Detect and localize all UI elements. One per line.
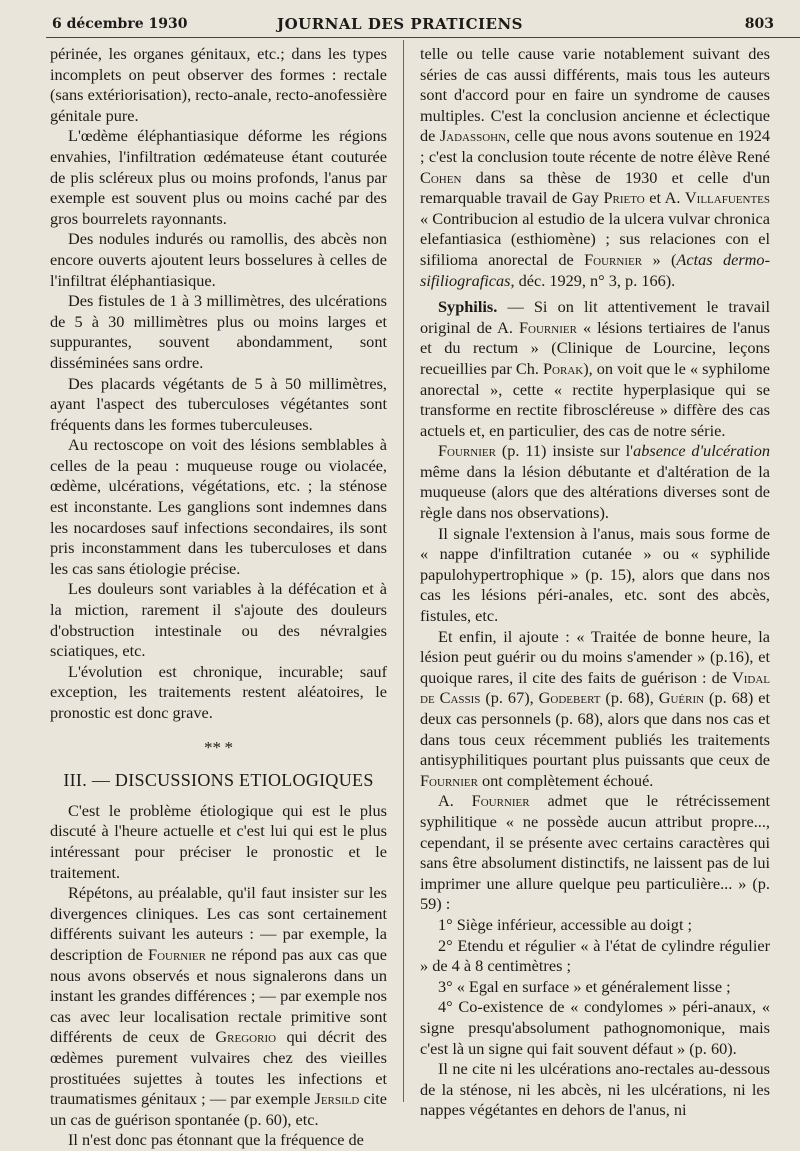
- run-in-heading: Syphilis.: [438, 297, 498, 317]
- text-run: admet que le rétrécissement syphilitique « ne possède aucun attribut propre..., cependant, il se présente avec certains caractères qui sans être absolument distinctifs, ne laissent pas de lui imprimer une allure quelque peu particulière... » (p. 59) :: [420, 791, 771, 914]
- paragraph: L'évolution est chronique, incurable; sauf exception, les traitements restent aléatoires, le pronostic est donc grave.: [50, 661, 387, 722]
- header-rule: [46, 37, 800, 38]
- author-name: Fournier: [148, 944, 206, 964]
- paragraph: Les douleurs sont variables à la défécation et à la miction, rarement il s'ajoute des douleurs d'obstruction intestinale ou des névralgies sciatiques, etc.: [50, 579, 387, 661]
- author-name: Guérin: [658, 688, 705, 708]
- paragraph: [50, 883, 387, 1130]
- paragraph: [420, 441, 770, 523]
- text-run: (p. 68),: [600, 688, 659, 708]
- paragraph: [420, 297, 770, 441]
- author-name: Godebert: [538, 688, 601, 708]
- journal-citation: Actas dermo-sifiliograficas: [420, 249, 770, 290]
- author-name: Fournier: [420, 770, 478, 790]
- author-name: Gregorio: [215, 1027, 277, 1047]
- paragraph: Des nodules indurés ou ramollis, des abcès non encore ouverts ajoutent leurs bosselures à celles de l'infiltrat éléphantiasique.: [50, 229, 387, 290]
- paragraph: [420, 627, 770, 792]
- paragraph: Il n'est donc pas étonnant que la fréquence de: [68, 1130, 364, 1150]
- text-run: ne répond pas aux cas que nous avons observés et nous signalerons dans un instant les grandes différences ; — par exemple nos cas avec leur localisation rectale primitive sont différents de ceux de: [50, 944, 387, 1047]
- author-name: Fournier: [471, 791, 530, 811]
- author-name: Prieto: [603, 188, 645, 208]
- section-heading: III. — DISCUSSIONS ETIOLOGIQUES: [63, 770, 374, 791]
- right-column: [420, 44, 770, 1121]
- author-name: Fournier: [518, 317, 577, 337]
- author-name: Porak: [542, 358, 584, 378]
- text-run: qui décrit des œdèmes purement vulvaires chez des vieilles prostituées sujettes à toutes les infections et traumatismes génitaux ; — par exemple: [50, 1027, 388, 1109]
- paragraph: Il ne cite ni les ulcérations ano-rectales au-dessous de la sténose, ni les abcès, ni les ulcérations, ni les nappes végétantes en dehors de l'anus, ni: [420, 1059, 770, 1120]
- author-name: Jersild: [314, 1089, 360, 1109]
- text-run: , celle que nous avons soutenue en 1924 ; c'est la conclusion toute récente de notre élève René: [420, 126, 771, 166]
- text-run: « lésions tertiaires de l'anus et du rectum » (Clinique de Lourcine, leçons recueillies par Ch.: [420, 317, 770, 378]
- list-item: 2° Etendu et régulier « à l'état de cylindre régulier » de 4 à 8 centimètres ;: [420, 935, 770, 976]
- list-item: 4° Co-existence de « condylomes » péri-anaux, « signe presqu'absolument pathognomonique, mais c'est là un signe qui fait souvent défaut » (p. 60).: [420, 997, 770, 1058]
- paragraph: périnée, les organes génitaux, etc.; dans les types incomplets on peut observer des formes : rectale (sans extériorisation), recto-anale, recto-anofessière génitale pure.: [50, 44, 387, 125]
- list-item: 1° Siège inférieur, accessible au doigt ;: [438, 914, 693, 934]
- page-header: [0, 0, 800, 40]
- journal-title: JOURNAL DES PRATICIENS: [277, 15, 523, 33]
- issue-date: 6 décembre 1930: [52, 16, 188, 32]
- text-run: ), on voit que le « syphilome anorectal », cette « rectite hyperplasique qui se transforme en rectite fibroscléreuse » diffère des cas actuels et, en particulier, des cas de notre série.: [420, 358, 770, 440]
- list-item: 3° « Egal en surface » et généralement lisse ;: [438, 976, 731, 996]
- text-run: (p. 68) et deux cas personnels (p. 68), alors que dans nos cas et dans tous ceux récemment publiés les traitements antisyphilitiques pourtant plus puissants que ceux de: [420, 688, 770, 770]
- paragraph: C'est le problème étiologique qui est le plus discuté à l'heure actuelle et c'est lui qui est le plus intéressant pour préciser le pronostic et le traitement.: [50, 800, 387, 882]
- emphasis: absence d'ulcération: [633, 441, 770, 461]
- text-run: telle ou telle cause varie notablement suivant des séries de cas aussi différents, mais tous les auteurs sont d'accord pour en faire un syndrome de causes multiples. C'est la conclusion ancienne et éclectique de: [420, 44, 770, 146]
- section-separator-stars: ** *: [204, 737, 233, 757]
- text-run: cite un cas de guérison spontanée (p. 60), etc.: [50, 1089, 387, 1129]
- text-run: ont complètement échoué.: [477, 770, 654, 790]
- page-number: 803: [744, 16, 774, 32]
- text-run: Répétons, au préalable, qu'il faut insister sur les divergences cliniques. Les cas sont certainement différents suivant les auteurs : — par exemple, la description de: [50, 883, 387, 964]
- author-name: Fournier: [584, 249, 643, 269]
- text-run: — Si on lit attentivement le travail original de A.: [420, 297, 770, 337]
- text-run: Et enfin, il ajoute : « Traitée de bonne heure, la lésion peut guérir ou du moins s'amender » (p.16), et quoique rares, il cite des faits de guérison : de: [420, 626, 770, 687]
- text-run: (p. 11) insiste sur l': [495, 441, 634, 461]
- paragraph: Des placards végétants de 5 à 50 millimètres, ayant l'aspect des tuberculoses végétantes sont fréquents dans les formes tuberculeuses.: [50, 373, 387, 434]
- paragraph: L'œdème éléphantiasique déforme les régions envahies, l'infiltration œdémateuse étant couturée de plis scléreux plus ou moins profonds, l'anus par exemple est souvent plus ou moins caché par des gros bourrelets rayonnants.: [50, 126, 387, 228]
- column-divider: [403, 40, 404, 1102]
- text-run: et A.: [644, 188, 685, 208]
- text-run: dans sa thèse de 1930 et celle d'un remarquable travail de Gay: [420, 167, 770, 208]
- text-run: « Contribucion al estudio de la ulcera vulvar chronica elefantiasica (esthiomène) ; sus relaciones con el sifilioma anorectal de: [420, 208, 770, 269]
- author-name: Cohen: [420, 167, 462, 187]
- left-column: [50, 44, 387, 1151]
- text-run: A.: [438, 791, 472, 811]
- author-name: Villafuentes: [684, 188, 771, 208]
- paragraph: [420, 44, 770, 291]
- paragraph: Au rectoscope on voit des lésions semblables à celles de la peau : muqueuse rouge ou violacée, œdème, ulcérations, végétations, etc. ; la sténose est inconstante. Les ganglions sont indemnes dans les nocardoses sauf infections secondaires, ils sont pris inconstamment dans les tuberculoses et dans les cas sans étiologie précise.: [50, 435, 387, 578]
- paragraph: [420, 791, 770, 915]
- author-name: Vidal de Cassis: [420, 667, 770, 708]
- author-name: Fournier: [438, 441, 496, 461]
- author-name: Jadassohn: [439, 126, 507, 146]
- text-run: » (: [642, 249, 677, 269]
- text-run: (p. 67),: [480, 688, 539, 708]
- text-run: même dans la lésion débutante et d'altération de la muqueuse (alors que des altérations diverses sont de règle dans nos observations).: [420, 461, 770, 523]
- text-run: , déc. 1929, n° 3, p. 166).: [510, 270, 676, 290]
- paragraph: Des fistules de 1 à 3 millimètres, des ulcérations de 5 à 30 millimètres plus ou moins larges et suppurantes, souvent abondamment, sont disséminées sans ordre.: [50, 291, 387, 372]
- paragraph: Il signale l'extension à l'anus, mais sous forme de « nappe d'infiltration cutanée » ou « syphilide papulohypertrophique » (p. 15), alors que dans nos cas les lésions péri-anales, etc. sont des abcès, fistules, etc.: [420, 523, 770, 626]
